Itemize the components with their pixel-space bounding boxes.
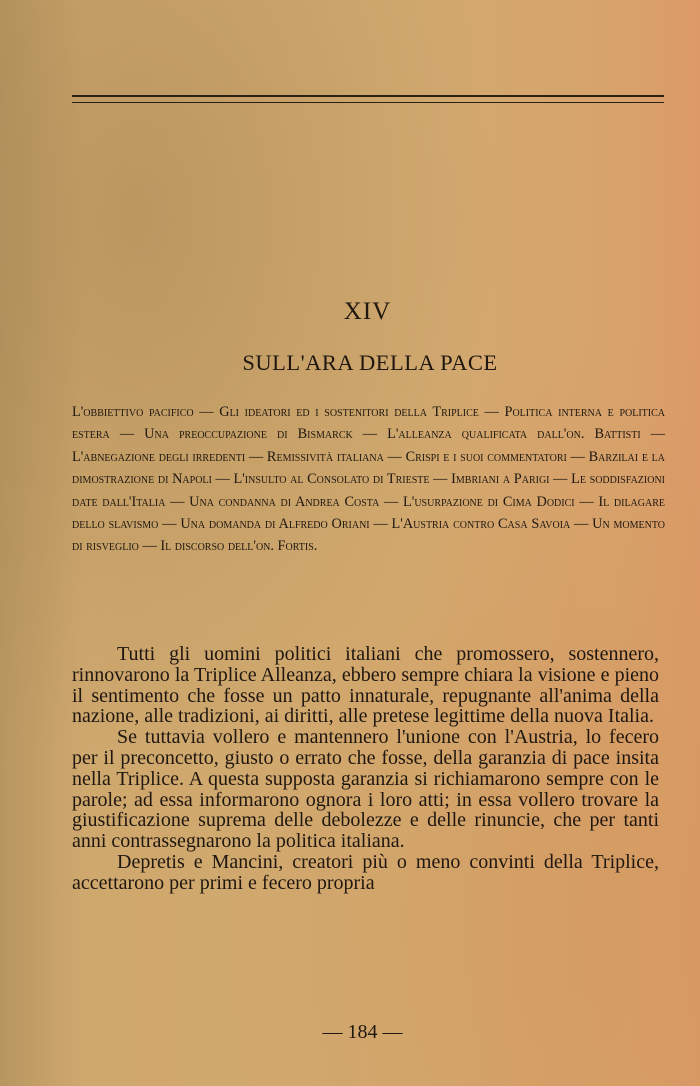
paragraph-1: Tutti gli uomini politici italiani che promossero, sostennero, rinnovarono la Triplice Alleanza, ebbero sempre chiara la visione e pieno il sentimento che fosse un patto innaturale, repugnante all'anima della nazione, alle tradizioni, ai diritti, alle pretese legittime della nuova Italia. (72, 643, 659, 728)
paragraph-3: Depretis e Mancini, creatori più o meno convinti della Triplice, accettarono per primi e fecero propria (72, 850, 659, 894)
chapter-summary: L'obbiettivo pacifico — Gli ideatori ed i sostenitori della Triplice — Politica interna e politica estera — Una preoccupazione di Bismarck — L'alleanza qualificata dall'on. Battisti — L'abnegazione degli irredenti — Remissività italiana — Crispi e i suoi commentatori — Barzilai e la dimostrazione di Napoli — L'insulto al Consolato di Trieste — Imbriani a Parigi — Le soddisfazioni date dall'Italia — Una condanna di Andrea Costa — L'usurpazione di Cima Dodici — Il dilagare dello slavismo — Una domanda di Alfredo Oriani — L'Austria contro Casa Savoia — Un momento di risveglio — Il discorso dell'on. Fortis. (72, 404, 665, 555)
page-number: — 184 — (322, 1021, 403, 1043)
chapter-title: SULL'ARA DELLA PACE (242, 350, 498, 375)
body-text (72, 644, 659, 894)
chapter-number: XIV (343, 298, 392, 325)
header-double-rule (72, 95, 664, 103)
paragraph-2: Se tuttavia vollero e mantennero l'unione con l'Austria, lo fecero per il preconcetto, giusto o errato che fosse, della garanzia di pace insita nella Triplice. A questa supposta garanzia si richiamarono sempre con le parole; ad essa informarono ognora i loro atti; in essa vollero trovare la giustificazione suprema delle debolezze e delle rinuncie, che per tanti anni contrassegnarono la politica italiana. (72, 726, 659, 853)
